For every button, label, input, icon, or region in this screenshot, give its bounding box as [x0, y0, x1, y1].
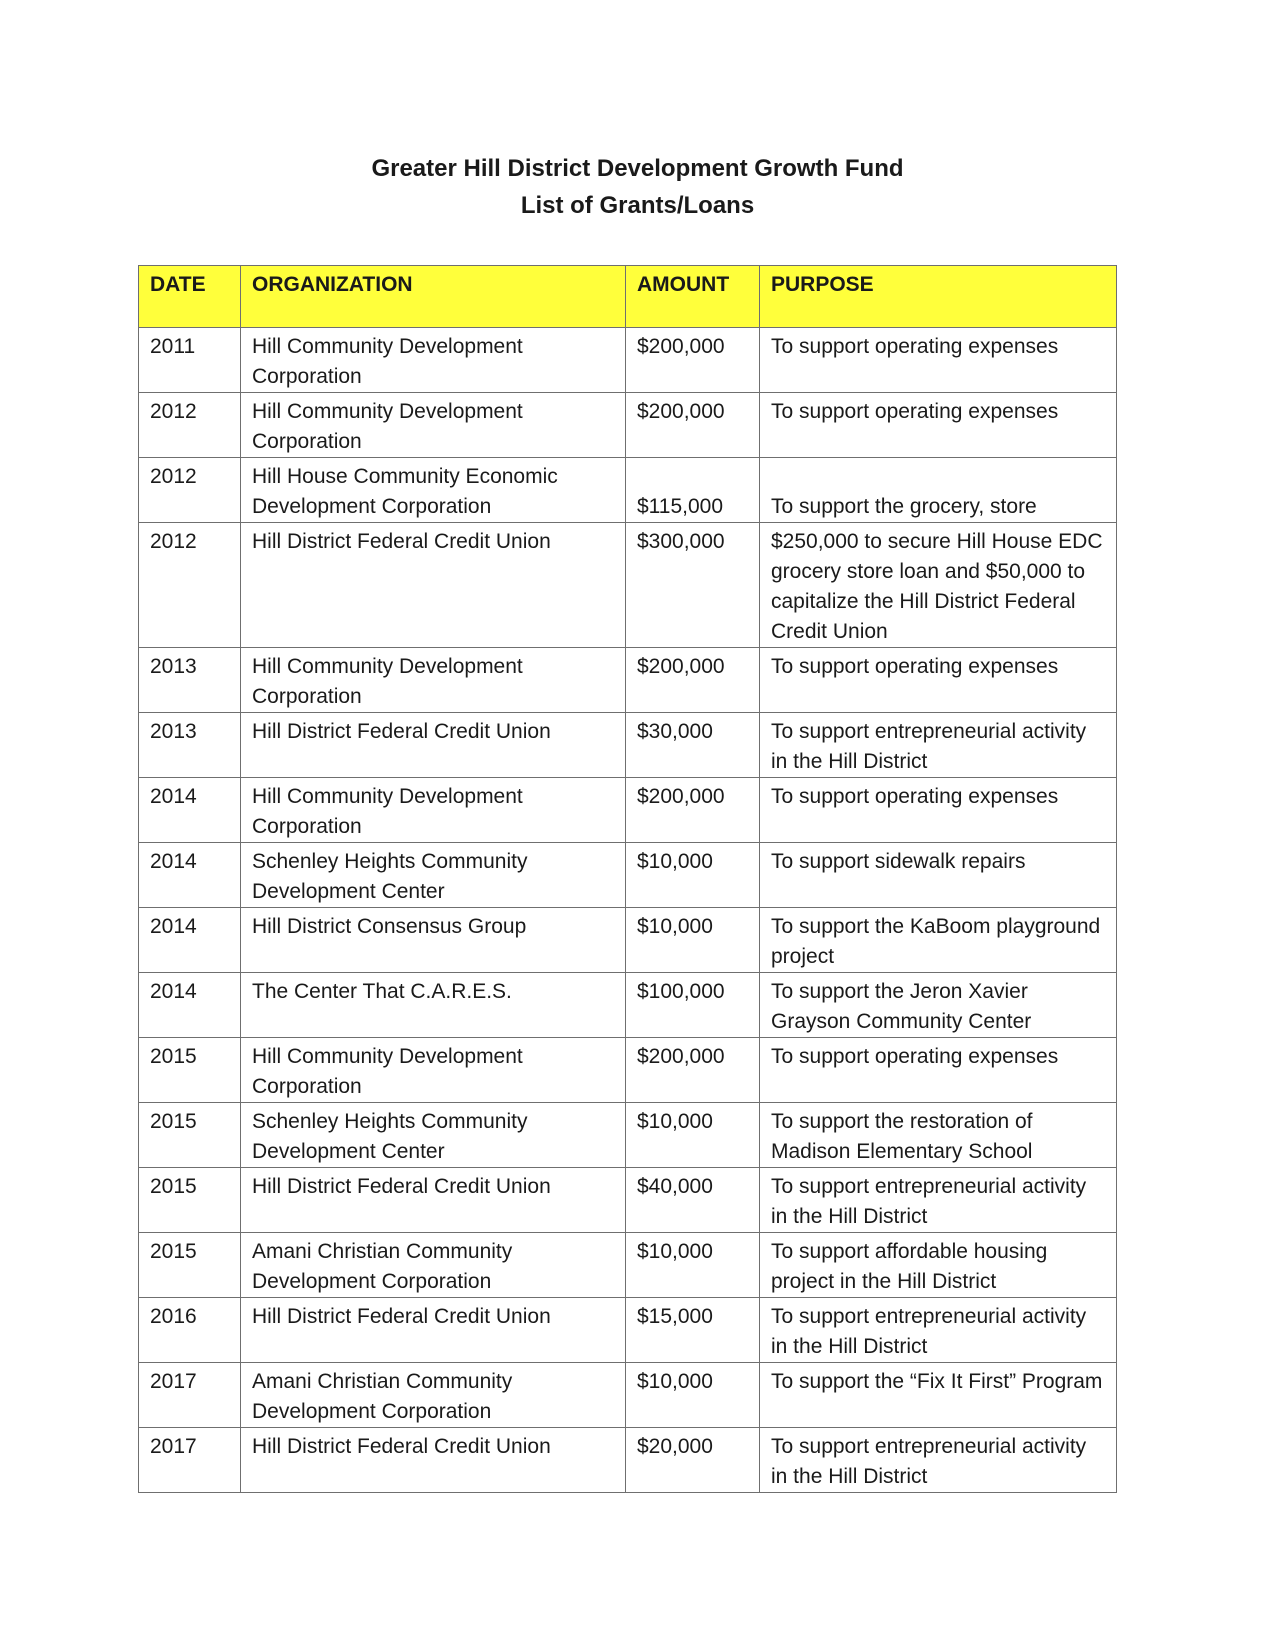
cell-amount: $15,000: [626, 1298, 760, 1363]
cell-purpose: To support entrepreneurial activity in the Hill District: [760, 1298, 1117, 1363]
title-line-1: Greater Hill District Development Growth Fund: [371, 155, 904, 182]
cell-purpose: To support the grocery, store: [760, 458, 1117, 523]
cell-organization: Hill Community Development Corporation: [241, 1038, 626, 1103]
cell-amount: $10,000: [626, 1233, 760, 1298]
cell-organization: Hill Community Development Corporation: [241, 648, 626, 713]
table-row: [139, 1233, 1117, 1298]
cell-date: 2015: [139, 1168, 241, 1233]
cell-date: 2013: [139, 648, 241, 713]
cell-purpose: To support operating expenses: [760, 648, 1117, 713]
cell-purpose: To support affordable housing project in the Hill District: [760, 1233, 1117, 1298]
table-row: [139, 393, 1117, 458]
grants-table: [138, 265, 1117, 1493]
cell-purpose: To support sidewalk repairs: [760, 843, 1117, 908]
cell-organization: Amani Christian Community Development Corporation: [241, 1363, 626, 1428]
cell-organization: Hill Community Development Corporation: [241, 328, 626, 393]
cell-amount: $200,000: [626, 648, 760, 713]
title-line-2: List of Grants/Loans: [520, 192, 755, 219]
table-row: [139, 1363, 1117, 1428]
header-date: DATE: [139, 266, 241, 328]
cell-date: 2015: [139, 1038, 241, 1103]
cell-organization: Hill Community Development Corporation: [241, 393, 626, 458]
cell-organization: The Center That C.A.R.E.S.: [241, 973, 626, 1038]
cell-amount: $100,000: [626, 973, 760, 1038]
cell-date: 2012: [139, 523, 241, 648]
cell-date: 2011: [139, 328, 241, 393]
header-organization: ORGANIZATION: [241, 266, 626, 328]
cell-amount: $10,000: [626, 908, 760, 973]
cell-date: 2016: [139, 1298, 241, 1363]
table-row: [139, 1298, 1117, 1363]
cell-date: 2013: [139, 713, 241, 778]
table-header-row: [139, 266, 1117, 328]
cell-purpose: To support the restoration of Madison Elementary School: [760, 1103, 1117, 1168]
cell-date: 2014: [139, 973, 241, 1038]
cell-date: 2014: [139, 778, 241, 843]
cell-organization: Hill District Federal Credit Union: [241, 1298, 626, 1363]
cell-organization: Hill District Federal Credit Union: [241, 1428, 626, 1493]
table-row: [139, 523, 1117, 648]
cell-organization: Hill Community Development Corporation: [241, 778, 626, 843]
table-row: [139, 778, 1117, 843]
cell-date: 2017: [139, 1363, 241, 1428]
table-row: [139, 328, 1117, 393]
table-row: [139, 1428, 1117, 1493]
cell-amount: $200,000: [626, 328, 760, 393]
cell-amount: $300,000: [626, 523, 760, 648]
cell-amount: $200,000: [626, 1038, 760, 1103]
table-row: [139, 973, 1117, 1038]
table-row: [139, 1168, 1117, 1233]
cell-purpose: To support the “Fix It First” Program: [760, 1363, 1117, 1428]
cell-date: 2015: [139, 1233, 241, 1298]
header-purpose: PURPOSE: [760, 266, 1117, 328]
cell-purpose: To support entrepreneurial activity in the Hill District: [760, 1428, 1117, 1493]
cell-amount: $10,000: [626, 1363, 760, 1428]
cell-amount: $30,000: [626, 713, 760, 778]
cell-date: 2012: [139, 458, 241, 523]
cell-date: 2012: [139, 393, 241, 458]
table-row: [139, 648, 1117, 713]
cell-amount: $40,000: [626, 1168, 760, 1233]
cell-organization: Hill District Federal Credit Union: [241, 1168, 626, 1233]
cell-purpose: To support operating expenses: [760, 778, 1117, 843]
cell-organization: Hill District Federal Credit Union: [241, 523, 626, 648]
cell-purpose: To support operating expenses: [760, 393, 1117, 458]
cell-organization: Amani Christian Community Development Corporation: [241, 1233, 626, 1298]
cell-organization: Hill District Federal Credit Union: [241, 713, 626, 778]
document-title: [0, 150, 1275, 224]
cell-purpose: To support operating expenses: [760, 1038, 1117, 1103]
cell-amount: $115,000: [626, 458, 760, 523]
header-amount: AMOUNT: [626, 266, 760, 328]
cell-amount: $200,000: [626, 778, 760, 843]
table-row: [139, 458, 1117, 523]
cell-organization: Hill District Consensus Group: [241, 908, 626, 973]
cell-date: 2017: [139, 1428, 241, 1493]
cell-amount: $20,000: [626, 1428, 760, 1493]
cell-purpose: To support entrepreneurial activity in the Hill District: [760, 713, 1117, 778]
cell-organization: Hill House Community Economic Development Corporation: [241, 458, 626, 523]
cell-date: 2015: [139, 1103, 241, 1168]
table-row: [139, 1103, 1117, 1168]
table-row: [139, 713, 1117, 778]
cell-amount: $10,000: [626, 1103, 760, 1168]
cell-purpose: To support operating expenses: [760, 328, 1117, 393]
cell-amount: $10,000: [626, 843, 760, 908]
cell-amount: $200,000: [626, 393, 760, 458]
table-row: [139, 1038, 1117, 1103]
cell-purpose: To support the KaBoom playground project: [760, 908, 1117, 973]
cell-date: 2014: [139, 908, 241, 973]
cell-organization: Schenley Heights Community Development Center: [241, 1103, 626, 1168]
cell-date: 2014: [139, 843, 241, 908]
table-row: [139, 843, 1117, 908]
cell-purpose: To support the Jeron Xavier Grayson Community Center: [760, 973, 1117, 1038]
cell-purpose: To support entrepreneurial activity in the Hill District: [760, 1168, 1117, 1233]
cell-purpose: $250,000 to secure Hill House EDC grocery store loan and $50,000 to capitalize the Hill District Federal Credit Union: [760, 523, 1117, 648]
table-row: [139, 908, 1117, 973]
cell-organization: Schenley Heights Community Development Center: [241, 843, 626, 908]
